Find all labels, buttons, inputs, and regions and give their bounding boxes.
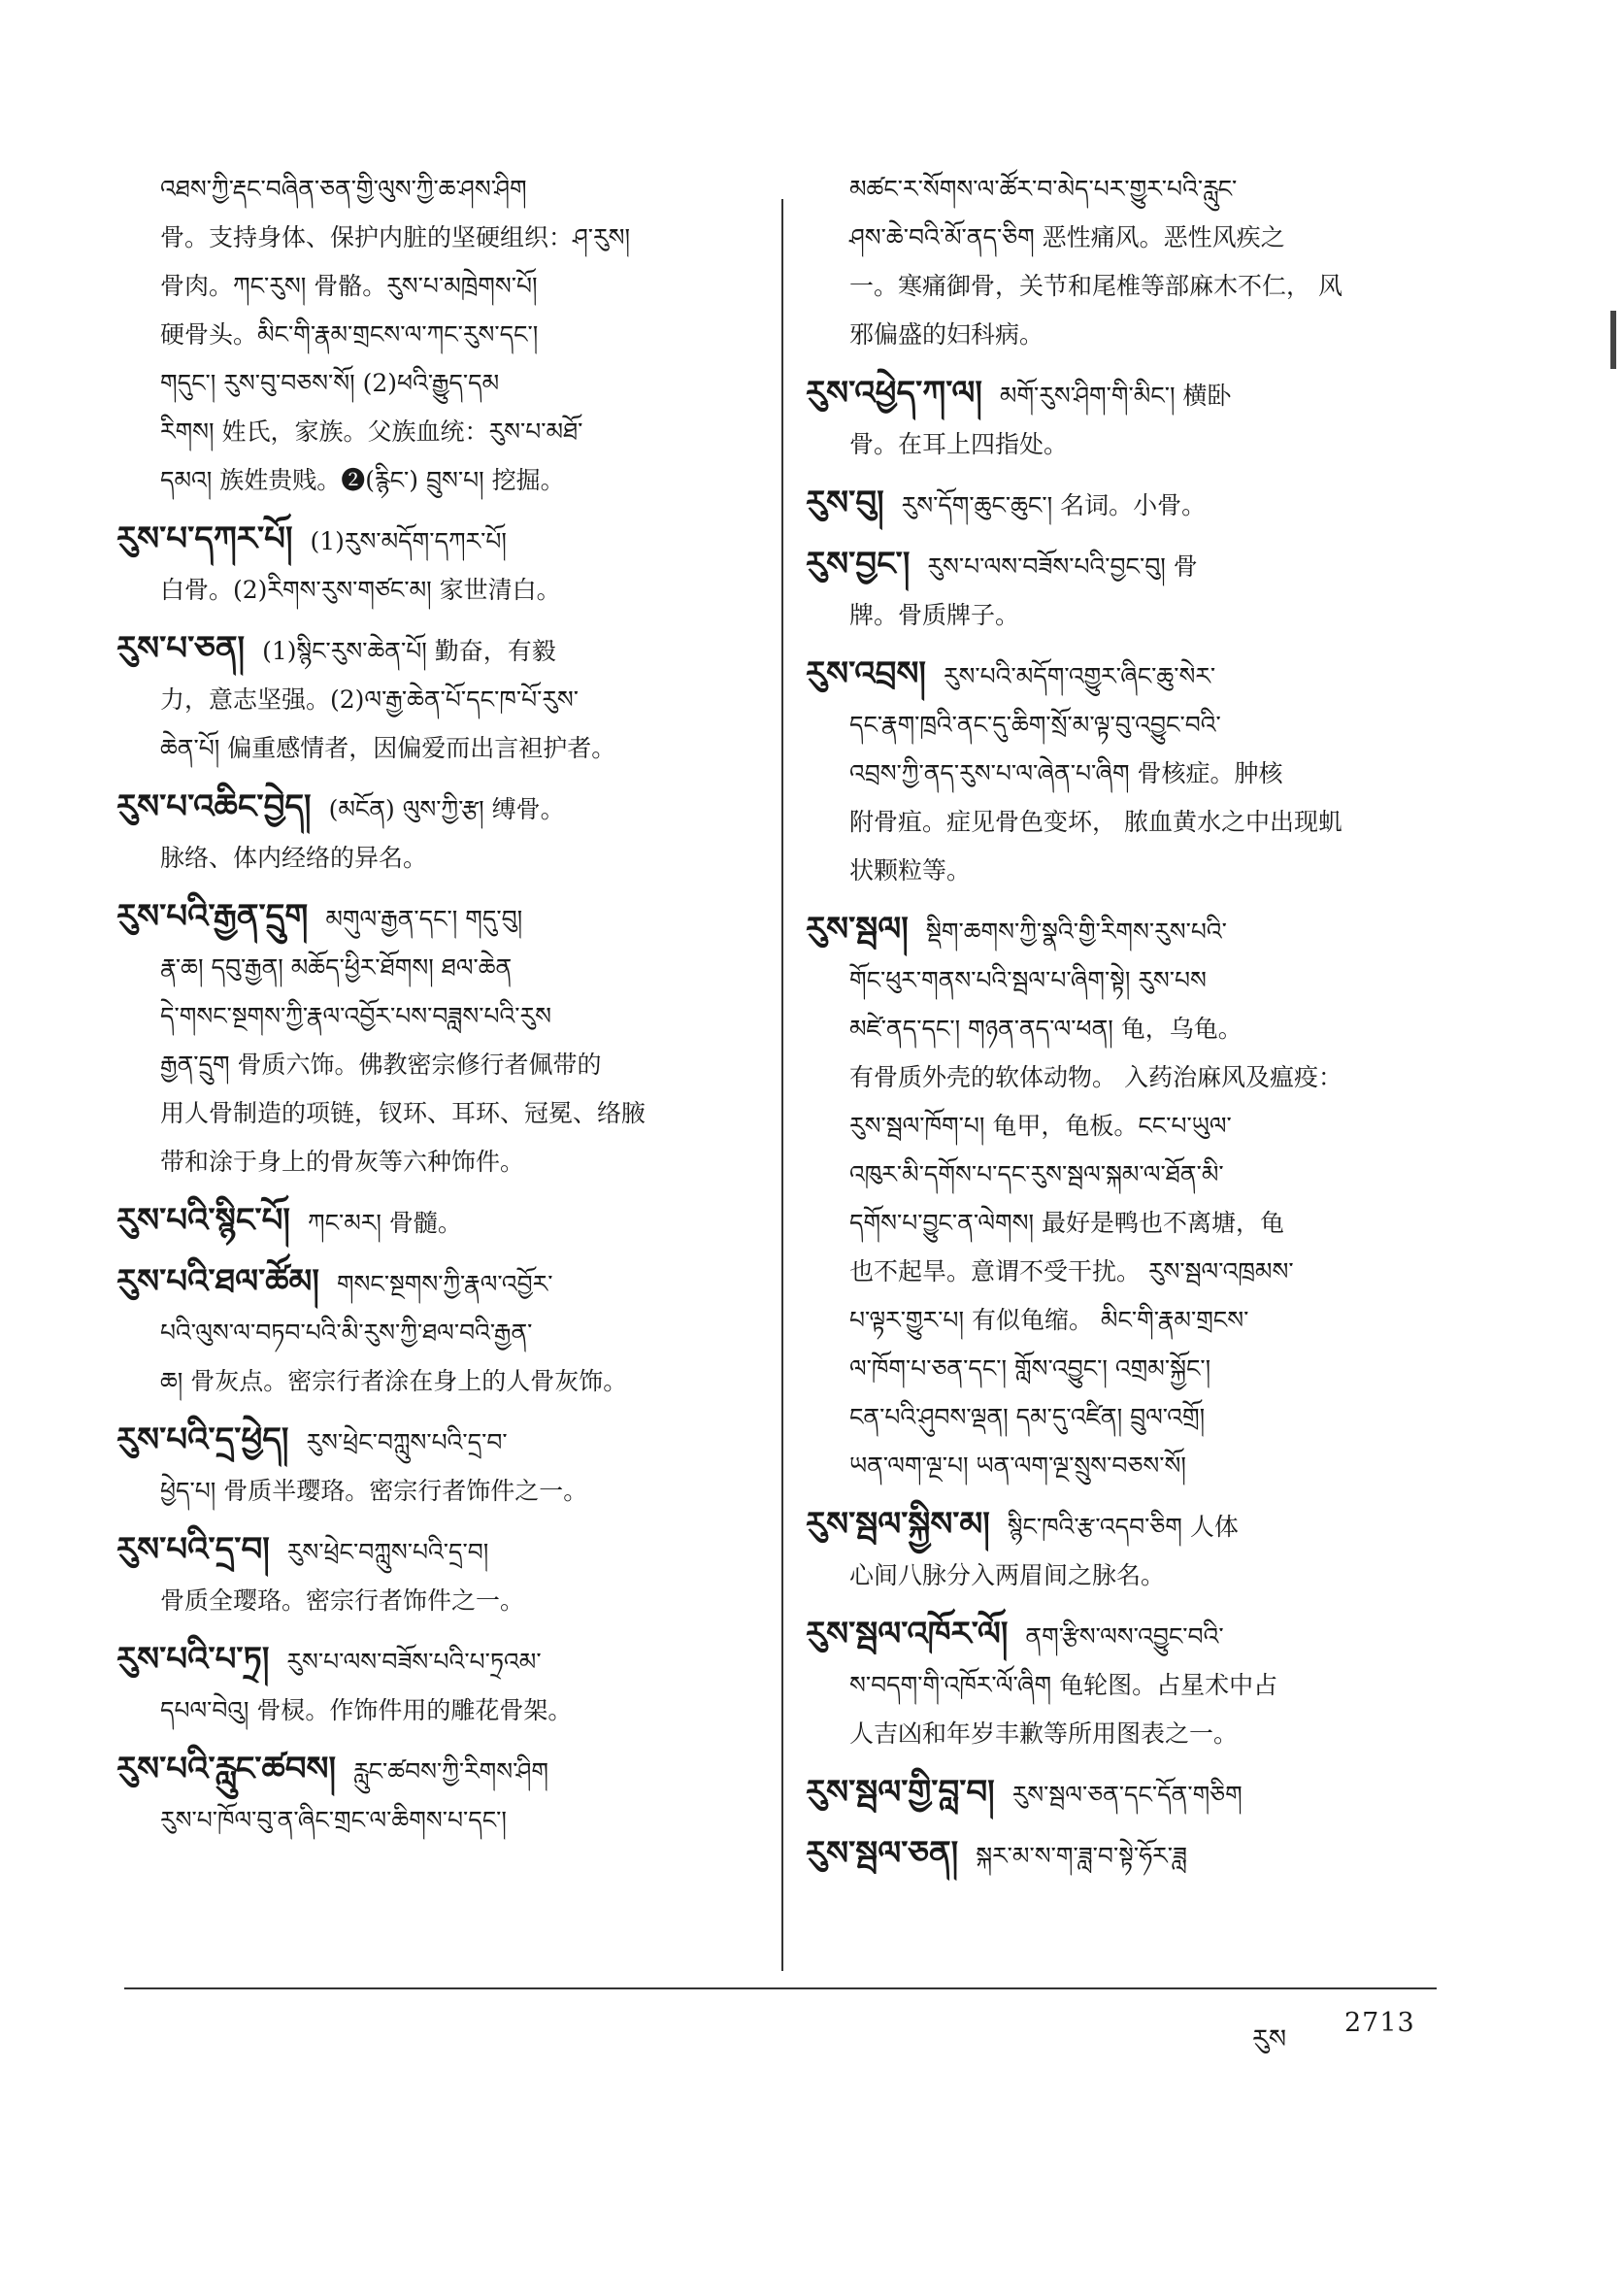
- footer-rule: [124, 1987, 1437, 1989]
- entry-text: མགོ་རུས་ཤིག་གི་མིང་། 横卧: [999, 382, 1232, 410]
- entry-line: [806, 311, 1446, 359]
- entry-text: (མངོན) ལུས་ཀྱི་རྩ། 缚骨。: [328, 795, 565, 823]
- entry-text: རུས་ཕྲེང་བཀླུས་པའི་དྲ་བ་: [306, 1428, 508, 1456]
- entry-text: དམའ། 族姓贵贱。❷(རྙིང་) བྲུས་པ། 挖掘。: [160, 466, 565, 494]
- entry-line: [806, 591, 1446, 640]
- entry-text: དགོས་པ་བྱུང་ན་ལེགས། 最好是鸭也不离塘，龟: [849, 1209, 1284, 1237]
- entry-text: 心间八脉分入两眉间之脉名。: [849, 1561, 1166, 1589]
- dictionary-entry: [806, 165, 1446, 359]
- entry-text: 骨肉。ཀང་རུས། 骨骼。རུས་པ་མཁྲེགས་པོ།: [160, 272, 538, 300]
- entry-line: [116, 566, 757, 615]
- entry-line: [116, 1309, 757, 1357]
- entry-headword: རུས་འཕྱེད་ཀ་ལ།: [806, 374, 982, 413]
- entry-text: (1)རུས་མདོག་དཀར་པོ།: [310, 527, 507, 555]
- entry-line: [806, 1661, 1446, 1710]
- entry-text: 骨。支持身体、保护内脏的坚硬组织：ཤ་རུས།: [160, 223, 631, 251]
- entry-text: རུས་དོག་ཆུང་ཆུང་། 名词。小骨。: [901, 491, 1207, 519]
- entry-text: རུས་པ་ཁོལ་བུ་ན་ཞིང་གྲང་ལ་ཆིགས་པ་དང་།: [160, 1806, 507, 1834]
- entry-text: 带和涂于身上的骨灰等六种饰件。: [160, 1148, 525, 1176]
- entry-headword: རུས་པའི་ཐལ་ཚོམ།: [116, 1262, 319, 1301]
- entry-line: [806, 1151, 1446, 1199]
- entry-text: རུས་པའི་མདོག་འགྱུར་ཞིང་ཆུ་སེར་: [943, 662, 1216, 690]
- entry-text: (1)སྙིང་རུས་ཆེན་པོ། 勤奋，有毅: [262, 637, 556, 665]
- entry-text: འཁུར་མི་དགོས་པ་དང་རུས་སྦལ་སྐམ་ལ་ཐོན་མི་: [849, 1160, 1224, 1188]
- entry-text: ངན་པའི་ཤུབས་ལྡན། དམ་དུ་འཛིན། བྲུལ་འགྲོ།: [849, 1403, 1206, 1431]
- column-divider: [781, 199, 783, 1971]
- entry-text: 脉络、体内经络的异名。: [160, 844, 428, 872]
- entry-line: [806, 650, 1446, 701]
- entry-line: [116, 408, 757, 456]
- entry-line: [116, 944, 757, 992]
- entry-text: མཛེ་ནད་དང་། གཉན་ནད་ལ་ཕན། 龟，乌龟。: [849, 1015, 1243, 1043]
- entry-headword: རུས་པའི་རླུང་ཚབས།: [116, 1750, 337, 1788]
- entry-text: འབྲས་ཀྱི་ནད་རུས་པ་ལ་ཞེན་པ་ཞིག 骨核症。肿核: [849, 759, 1283, 787]
- entry-text: 人吉凶和年岁丰歉等所用图表之一。: [849, 1719, 1239, 1748]
- entry-line: [116, 1745, 757, 1796]
- entry-line: [116, 311, 757, 359]
- entry-line: [806, 1393, 1446, 1442]
- entry-headword: རུས་སྦལ།: [806, 910, 909, 949]
- dictionary-entry: [806, 650, 1446, 895]
- running-head: རུས: [1252, 2024, 1287, 2054]
- entry-text: ནག་རྩིས་ལས་འབྱུང་བའི་: [1025, 1622, 1224, 1651]
- dictionary-entry: [806, 905, 1446, 1490]
- entry-line: [116, 1041, 757, 1089]
- entry-text: རུས་པ་ལས་བཟོས་པའི་པ་ཏྲའམ་: [286, 1648, 542, 1676]
- entry-text: སྙིང་ཁའི་རྩ་འདབ་ཅིག 人体: [1007, 1513, 1239, 1541]
- entry-headword: རུས་པའི་དྲ་ཕྱེད།: [116, 1420, 289, 1459]
- entry-text: རྒྱན་དྲུག 骨质六饰。佛教密宗修行者佩带的: [160, 1051, 602, 1079]
- dictionary-entry: [116, 783, 757, 883]
- entry-line: [806, 1552, 1446, 1600]
- dictionary-entry: [116, 515, 757, 615]
- entry-line: [116, 1577, 757, 1625]
- entry-text: 邪偏盛的妇科病。: [849, 320, 1044, 349]
- entry-line: [806, 1248, 1446, 1296]
- entry-line: [806, 1296, 1446, 1345]
- entry-headword: རུས་པའི་སྙིང་པོ།: [116, 1201, 290, 1240]
- entry-line: [806, 1053, 1446, 1102]
- entry-headword: རུས་པའི་པ་ཏྲ།: [116, 1640, 270, 1679]
- entry-headword: རུས་བྱང་།: [806, 545, 911, 584]
- entry-line: [116, 1196, 757, 1248]
- entry-line: [806, 1199, 1446, 1248]
- page-number: 2713: [1344, 2008, 1415, 2038]
- entry-line: [116, 892, 757, 944]
- entry-headword: རུས་པ་འཆིང་བྱེད།: [116, 787, 312, 826]
- entry-text: 状颗粒等。: [849, 856, 972, 885]
- entry-text: ཆེན་པོ། 偏重感情者，因偏爱而出言袒护者。: [160, 734, 616, 762]
- entry-line: [806, 1442, 1446, 1490]
- dictionary-entry: [806, 1829, 1446, 1881]
- entry-line: [806, 905, 1446, 956]
- entry-text: 用人骨制造的项链，钗环、耳环、冠冕、络腋: [160, 1099, 646, 1127]
- entry-text: རླུང་ཚབས་ཀྱི་རིགས་ཤིག: [353, 1757, 549, 1786]
- entry-headword: རུས་པའི་དྲ་བ།: [116, 1530, 270, 1569]
- entry-line: [806, 1345, 1446, 1393]
- entry-text: དཔལ་བེའུ། 骨棂。作饰件用的雕花骨架。: [160, 1696, 573, 1724]
- dictionary-entry: [116, 624, 757, 773]
- dictionary-entry: [806, 1610, 1446, 1758]
- entry-text: རུས་སྦལ་ཁོག་པ། 龟甲，龟板。ངང་པ་ཡུལ་: [849, 1112, 1232, 1140]
- entry-line: [116, 1416, 757, 1467]
- entry-text: མཚང་ར་སོགས་ལ་ཚོར་བ་མེད་པར་གྱུར་པའི་རླུང་: [849, 175, 1238, 203]
- entry-text: པའི་ལུས་ལ་བཏབ་པའི་མི་རུས་ཀྱི་ཐལ་བའི་རྒྱན་: [160, 1319, 533, 1347]
- entry-text: མགུལ་རྒྱན་དང་། གདུ་བུ།: [325, 905, 523, 933]
- entry-text: ཀང་མར། 骨髓。: [307, 1209, 462, 1237]
- entry-text: དེ་གསང་སྔགས་ཀྱི་རྣལ་འབྱོར་པས་བཟླས་པའི་རུས: [160, 1002, 552, 1030]
- entry-text: ཕྱེད་པ། 骨质半璎珞。密宗行者饰件之一。: [160, 1477, 588, 1505]
- entry-text: 骨质全璎珞。密宗行者饰件之一。: [160, 1586, 525, 1615]
- entry-text: 牌。骨质牌子。: [849, 601, 1020, 629]
- entry-text: སྡིག་ཆགས་ཀྱི་སྣའི་གྱི་རིགས་རུས་པའི་: [925, 918, 1227, 946]
- dictionary-entry: [806, 540, 1446, 640]
- entry-headword: རུས་སྦལ་ཅན།: [806, 1834, 959, 1873]
- entry-headword: རུས་སྦལ་གྱི་བླ་བ།: [806, 1773, 995, 1812]
- entry-text: རུས་སྦལ་ཅན་དང་དོན་གཅིག: [1011, 1781, 1243, 1809]
- entry-line: [806, 1829, 1446, 1881]
- entry-line: [806, 1710, 1446, 1758]
- entry-line: [116, 624, 757, 676]
- entry-text: 一。寒痛御骨，关节和尾椎等部麻木不仁， 风: [849, 272, 1342, 300]
- right-column: [806, 165, 1446, 1890]
- entry-line: [116, 1686, 757, 1735]
- entry-line: [116, 456, 757, 505]
- entry-line: [116, 1525, 757, 1577]
- entry-line: [806, 262, 1446, 311]
- entry-line: [806, 165, 1446, 214]
- entry-line: [116, 1257, 757, 1309]
- entry-line: [806, 956, 1446, 1005]
- entry-text: 有骨质外壳的软体动物。 入药治麻风及瘟疫：: [849, 1063, 1342, 1091]
- dictionary-entry: [806, 369, 1446, 469]
- edge-tab-mark: [1610, 311, 1616, 369]
- entry-line: [806, 701, 1446, 750]
- entry-line: [806, 847, 1446, 895]
- entry-line: [806, 479, 1446, 530]
- entry-text: པ་ལྟར་གྱུར་པ། 有似龟缩。 མིང་གི་རྣམ་གྲངས་: [849, 1306, 1249, 1334]
- entry-line: [116, 834, 757, 883]
- entry-headword: རུས་བུ།: [806, 484, 884, 522]
- entry-line: [116, 992, 757, 1041]
- entry-text: རུས་པ་ལས་བཟོས་པའི་བྱང་བུ། 骨: [927, 552, 1198, 581]
- dictionary-entry: [116, 1635, 757, 1735]
- entry-text: རྣ་ཆ། དབུ་རྒྱན། མཆོད་ཕྱིར་ཐོགས། ཐལ་ཆེན: [160, 953, 513, 982]
- entry-text: འཐས་ཀྱི་རྡང་བཞིན་ཅན་གྱི་ལུས་ཀྱི་ཆ་ཤས་ཤིག: [160, 175, 527, 203]
- entry-line: [116, 214, 757, 262]
- entry-line: [806, 1500, 1446, 1552]
- entry-line: [806, 1610, 1446, 1661]
- entry-text: 硬骨头。མིང་གི་རྣམ་གྲངས་ལ་ཀང་རུས་དང་།: [160, 320, 539, 349]
- entry-line: [116, 1357, 757, 1406]
- entry-line: [806, 750, 1446, 798]
- entry-text: ཤས་ཆེ་བའི་མོ་ནད་ཅིག 恶性痛风。恶性风疾之: [849, 223, 1285, 251]
- entry-line: [806, 798, 1446, 847]
- dictionary-entry: [116, 1416, 757, 1516]
- entry-line: [116, 515, 757, 566]
- entry-headword: རུས་པ་ཅན།: [116, 629, 246, 668]
- entry-text: ས་བདག་གི་འཁོར་ལོ་ཞིག 龟轮图。占星术中占: [849, 1671, 1278, 1699]
- entry-text: སྐར་མ་ས་ག་ཟླ་བ་སྟེ་ཧོར་ཟླ: [976, 1842, 1187, 1870]
- entry-line: [116, 1635, 757, 1686]
- entry-text: 力，意志坚强。(2)ལ་རྒྱ་ཆེན་པོ་དང་ཁ་པོ་རུས་: [160, 685, 580, 714]
- entry-line: [116, 359, 757, 408]
- entry-line: [806, 1768, 1446, 1819]
- entry-line: [116, 165, 757, 214]
- dictionary-entry: [806, 479, 1446, 530]
- entry-line: [116, 783, 757, 834]
- entry-text: གསང་སྔགས་ཀྱི་རྣལ་འབྱོར་: [336, 1270, 553, 1298]
- entry-line: [116, 1467, 757, 1516]
- entry-line: [116, 676, 757, 724]
- dictionary-entry: [806, 1768, 1446, 1819]
- entry-text: 也不起旱。意谓不受干扰。 རུས་སྦལ་འཁྲམས་: [849, 1257, 1294, 1285]
- dictionary-entry: [116, 1257, 757, 1406]
- entry-line: [116, 1796, 757, 1845]
- entry-text: 骨。在耳上四指处。: [849, 430, 1069, 458]
- dictionary-entry: [116, 1745, 757, 1845]
- dictionary-entry: [116, 892, 757, 1186]
- entry-headword: རུས་པ་དཀར་པོ།: [116, 519, 293, 558]
- entry-text: 附骨疽。症见骨色变坏， 脓血黄水之中出现虮: [849, 808, 1342, 836]
- entry-headword: རུས་སྦལ་འཁོར་ལོ།: [806, 1615, 1009, 1653]
- entry-line: [806, 369, 1446, 420]
- entry-text: ཡན་ལག་ལྔ་པ། ཡན་ལག་ལྔ་སྲུས་བཅས་སོ།: [849, 1452, 1186, 1480]
- entry-line: [116, 1138, 757, 1186]
- entry-line: [116, 1089, 757, 1138]
- entry-text: 白骨。(2)རིགས་རུས་གཙང་མ། 家世清白。: [160, 576, 561, 604]
- entry-line: [116, 724, 757, 773]
- entry-line: [806, 214, 1446, 262]
- entry-text: རུས་ཕྲེང་བཀླུས་པའི་དྲ་བ།: [286, 1538, 489, 1566]
- entry-text: ལ་ཁོག་པ་ཅན་དང་། གློས་འབྱུང་། འགྲམ་སྐྱོང་།: [849, 1354, 1211, 1383]
- entry-line: [116, 262, 757, 311]
- entry-text: གོང་ཕུར་གནས་པའི་སྦལ་པ་ཞིག་སྟེ། རུས་པས: [849, 966, 1207, 994]
- entry-line: [806, 1102, 1446, 1151]
- entry-text: གདུང་། རུས་བུ་བཅས་སོ། (2)ཕའི་རྒྱུད་དམ: [160, 369, 500, 397]
- entry-text: ཆ། 骨灰点。密宗行者涂在身上的人骨灰饰。: [160, 1367, 628, 1395]
- dictionary-entry: [116, 1525, 757, 1625]
- entry-line: [806, 1005, 1446, 1053]
- dictionary-entry: [806, 1500, 1446, 1600]
- entry-headword: རུས་འབྲས།: [806, 654, 926, 693]
- dictionary-entry: [116, 165, 757, 505]
- entry-text: དང་རྣག་ཁྲའི་ནང་དུ་ཆིག་སྲོ་མ་ལྟ་བུ་འབྱུང་བའི་: [849, 711, 1221, 739]
- left-column: [116, 165, 757, 1854]
- dictionary-entry: [116, 1196, 757, 1248]
- entry-text: རིགས། 姓氏，家族。父族血统：རུས་པ་མཐོ་: [160, 417, 583, 446]
- entry-headword: རུས་སྦལ་སྐྱིས་མ།: [806, 1505, 990, 1544]
- entry-line: [806, 420, 1446, 469]
- entry-headword: རུས་པའི་རྒྱན་དྲུག: [116, 897, 309, 936]
- entry-line: [806, 540, 1446, 591]
